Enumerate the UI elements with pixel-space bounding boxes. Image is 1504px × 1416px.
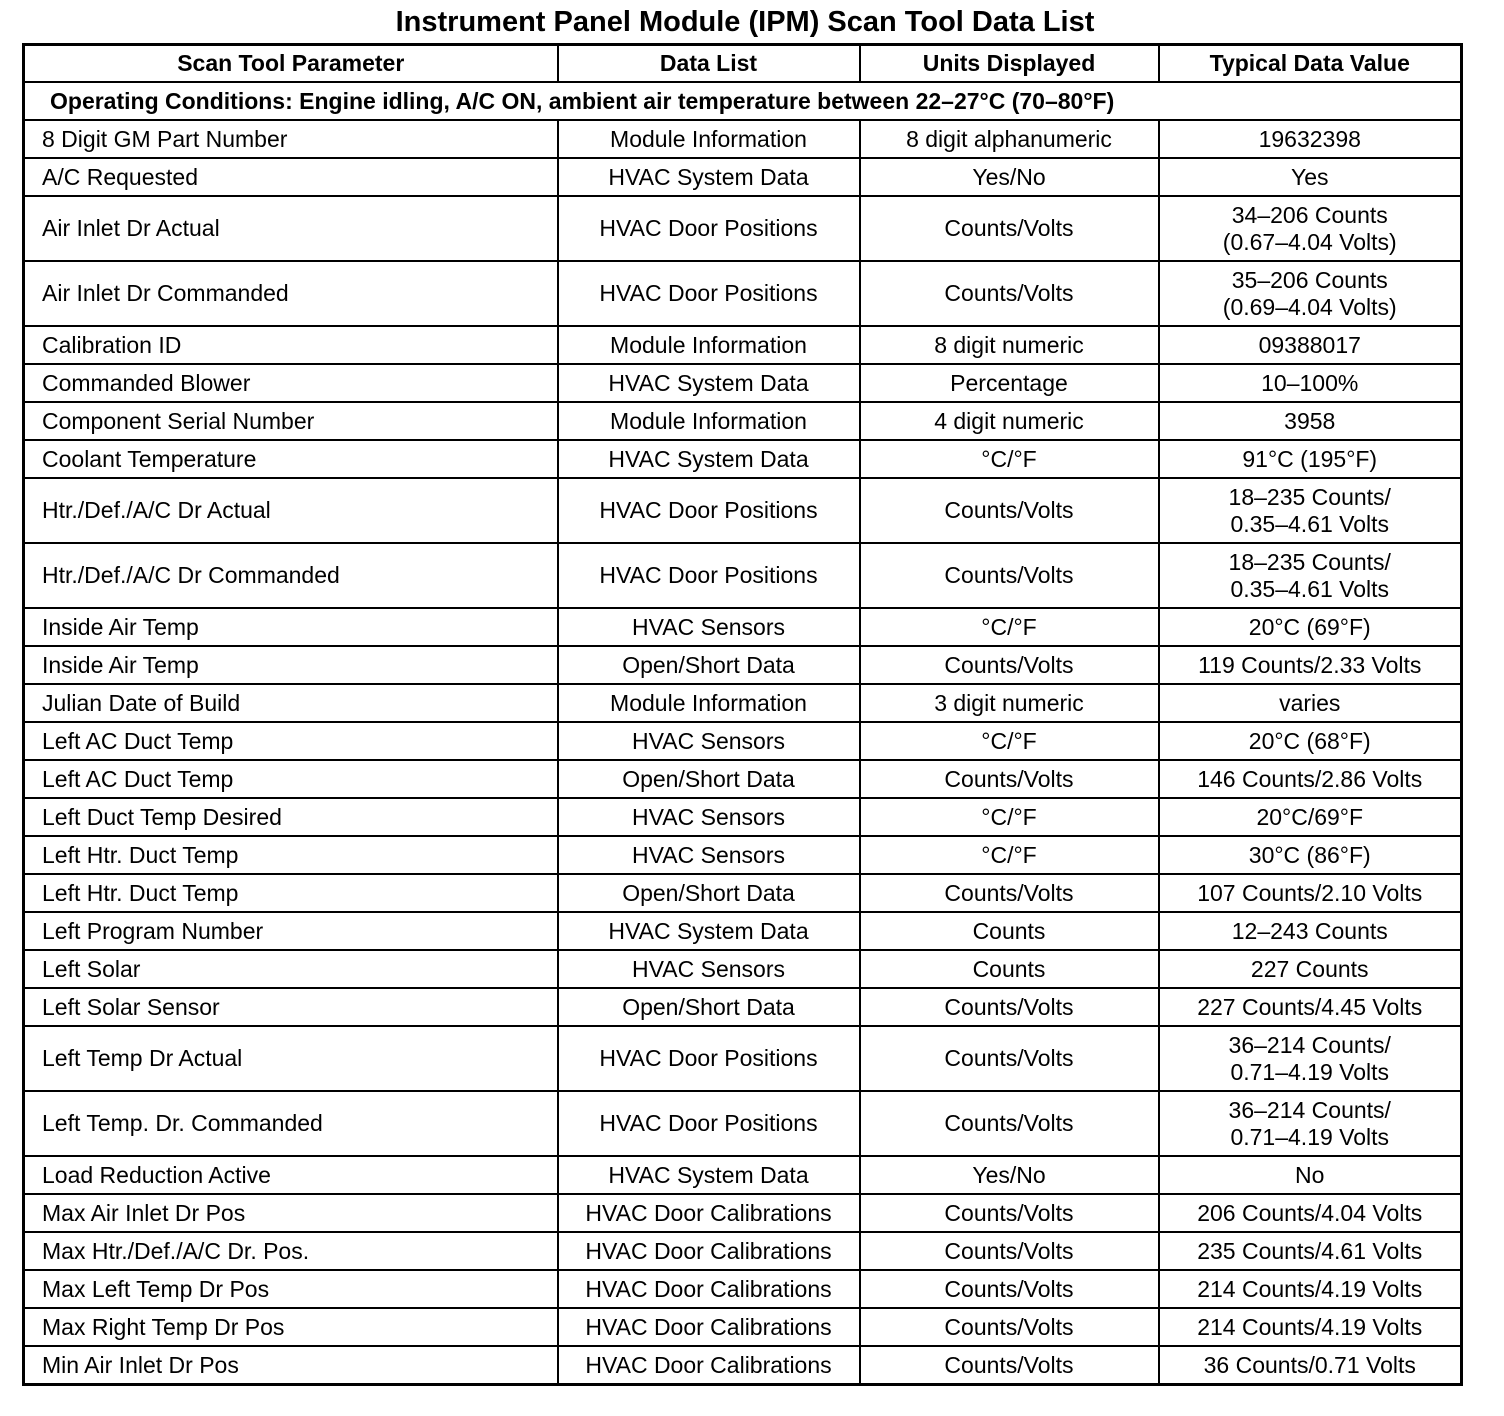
- parameter-cell: Left Htr. Duct Temp: [24, 836, 558, 874]
- column-header-units: Units Displayed: [860, 45, 1159, 83]
- table-body: [24, 82, 1462, 1385]
- units-cell: 8 digit alphanumeric: [860, 120, 1159, 158]
- typical-value-cell: [1159, 440, 1462, 478]
- typical-value-line: 20°C (68°F): [1248, 727, 1371, 754]
- units-cell: °C/°F: [860, 440, 1159, 478]
- typical-value-line: 214 Counts/4.19 Volts: [1197, 1313, 1423, 1340]
- typical-value-line: 20°C (69°F): [1248, 613, 1371, 640]
- table-row: [24, 912, 1462, 950]
- table-row: [24, 158, 1462, 196]
- typical-value-line: Yes: [1290, 163, 1329, 190]
- typical-value-line: (0.67–4.04 Volts): [1222, 228, 1397, 255]
- table-row: [24, 364, 1462, 402]
- typical-value-cell: [1159, 760, 1462, 798]
- typical-value-line: No: [1295, 1161, 1325, 1188]
- parameter-cell: Left AC Duct Temp: [24, 722, 558, 760]
- data-list-cell: HVAC Door Positions: [558, 543, 860, 608]
- units-cell: Counts/Volts: [860, 1194, 1159, 1232]
- typical-value-line: 18–235 Counts/: [1228, 483, 1391, 510]
- typical-value-cell: [1159, 543, 1462, 608]
- parameter-cell: Htr./Def./A/C Dr Commanded: [24, 543, 558, 608]
- typical-value-cell: [1159, 988, 1462, 1026]
- typical-value-line: 36–214 Counts/: [1228, 1096, 1391, 1123]
- table-row: [24, 608, 1462, 646]
- typical-value-cell: [1159, 120, 1462, 158]
- typical-value-cell: [1159, 1156, 1462, 1194]
- parameter-cell: Min Air Inlet Dr Pos: [24, 1346, 558, 1385]
- data-list-cell: Open/Short Data: [558, 760, 860, 798]
- typical-value-line: 146 Counts/2.86 Volts: [1197, 765, 1423, 792]
- data-list-cell: HVAC Door Calibrations: [558, 1232, 860, 1270]
- table-row: [24, 874, 1462, 912]
- units-cell: 8 digit numeric: [860, 326, 1159, 364]
- table-row: [24, 326, 1462, 364]
- data-list-cell: HVAC Door Positions: [558, 478, 860, 543]
- typical-value-cell: [1159, 836, 1462, 874]
- typical-value-line: 0.35–4.61 Volts: [1230, 510, 1390, 537]
- data-list-cell: HVAC System Data: [558, 1156, 860, 1194]
- table-row: [24, 1308, 1462, 1346]
- typical-value-cell: [1159, 1308, 1462, 1346]
- data-list-cell: HVAC Door Calibrations: [558, 1270, 860, 1308]
- units-cell: Counts/Volts: [860, 1346, 1159, 1385]
- typical-value-line: 10–100%: [1261, 369, 1359, 396]
- parameter-cell: Left Solar: [24, 950, 558, 988]
- typical-value-line: 206 Counts/4.04 Volts: [1197, 1199, 1423, 1226]
- data-list-cell: Open/Short Data: [558, 988, 860, 1026]
- parameter-cell: Left Temp Dr Actual: [24, 1026, 558, 1091]
- parameter-cell: A/C Requested: [24, 158, 558, 196]
- data-list-cell: HVAC System Data: [558, 158, 860, 196]
- typical-value-line: 36 Counts/0.71 Volts: [1203, 1351, 1416, 1378]
- parameter-cell: Calibration ID: [24, 326, 558, 364]
- units-cell: Counts/Volts: [860, 261, 1159, 326]
- typical-value-line: 0.71–4.19 Volts: [1230, 1058, 1390, 1085]
- parameter-cell: Max Left Temp Dr Pos: [24, 1270, 558, 1308]
- column-header-parameter: Scan Tool Parameter: [24, 45, 558, 83]
- parameter-cell: Left Duct Temp Desired: [24, 798, 558, 836]
- typical-value-line: 214 Counts/4.19 Volts: [1197, 1275, 1423, 1302]
- table-row: [24, 798, 1462, 836]
- units-cell: Counts/Volts: [860, 543, 1159, 608]
- table-row: [24, 1026, 1462, 1091]
- column-header-typical-value: Typical Data Value: [1159, 45, 1462, 83]
- data-list-cell: HVAC Door Calibrations: [558, 1308, 860, 1346]
- table-row: [24, 120, 1462, 158]
- units-cell: Counts/Volts: [860, 1026, 1159, 1091]
- parameter-cell: Julian Date of Build: [24, 684, 558, 722]
- typical-value-cell: [1159, 646, 1462, 684]
- typical-value-cell: [1159, 684, 1462, 722]
- data-list-cell: HVAC Sensors: [558, 798, 860, 836]
- units-cell: Counts: [860, 950, 1159, 988]
- scan-tool-data-table: [22, 43, 1463, 1386]
- parameter-cell: Left Solar Sensor: [24, 988, 558, 1026]
- parameter-cell: Left AC Duct Temp: [24, 760, 558, 798]
- data-list-cell: HVAC Sensors: [558, 608, 860, 646]
- units-cell: °C/°F: [860, 836, 1159, 874]
- table-row: [24, 950, 1462, 988]
- data-list-cell: Module Information: [558, 684, 860, 722]
- data-list-cell: HVAC Door Positions: [558, 1026, 860, 1091]
- typical-value-line: 35–206 Counts: [1231, 266, 1388, 293]
- typical-value-line: 30°C (86°F): [1248, 841, 1371, 868]
- typical-value-cell: [1159, 798, 1462, 836]
- units-cell: Counts/Volts: [860, 196, 1159, 261]
- units-cell: Percentage: [860, 364, 1159, 402]
- typical-value-line: 34–206 Counts: [1231, 201, 1388, 228]
- parameter-cell: Left Htr. Duct Temp: [24, 874, 558, 912]
- table-row: [24, 1270, 1462, 1308]
- data-list-cell: HVAC Door Positions: [558, 1091, 860, 1156]
- typical-value-line: 12–243 Counts: [1231, 917, 1388, 944]
- typical-value-line: (0.69–4.04 Volts): [1222, 293, 1397, 320]
- units-cell: Yes/No: [860, 158, 1159, 196]
- units-cell: Yes/No: [860, 1156, 1159, 1194]
- data-list-cell: Module Information: [558, 120, 860, 158]
- units-cell: 3 digit numeric: [860, 684, 1159, 722]
- parameter-cell: Max Right Temp Dr Pos: [24, 1308, 558, 1346]
- page-title: Instrument Panel Module (IPM) Scan Tool Data List: [395, 6, 1095, 38]
- parameter-cell: Inside Air Temp: [24, 608, 558, 646]
- data-list-cell: HVAC System Data: [558, 440, 860, 478]
- units-cell: Counts/Volts: [860, 1308, 1159, 1346]
- units-cell: Counts/Volts: [860, 1232, 1159, 1270]
- typical-value-cell: [1159, 478, 1462, 543]
- table-row: [24, 760, 1462, 798]
- units-cell: °C/°F: [860, 798, 1159, 836]
- typical-value-cell: [1159, 402, 1462, 440]
- table-row: [24, 646, 1462, 684]
- data-list-cell: HVAC Sensors: [558, 722, 860, 760]
- table-row: [24, 261, 1462, 326]
- units-cell: Counts/Volts: [860, 1091, 1159, 1156]
- data-list-cell: Open/Short Data: [558, 874, 860, 912]
- table-row: [24, 988, 1462, 1026]
- typical-value-line: 36–214 Counts/: [1228, 1031, 1391, 1058]
- typical-value-line: varies: [1279, 689, 1341, 716]
- table-row: [24, 722, 1462, 760]
- typical-value-cell: [1159, 196, 1462, 261]
- units-cell: Counts/Volts: [860, 478, 1159, 543]
- data-list-cell: HVAC Door Positions: [558, 196, 860, 261]
- typical-value-line: 235 Counts/4.61 Volts: [1197, 1237, 1423, 1264]
- data-list-cell: Module Information: [558, 402, 860, 440]
- table-row: [24, 196, 1462, 261]
- typical-value-cell: [1159, 261, 1462, 326]
- operating-conditions-row: [24, 82, 1462, 120]
- typical-value-cell: [1159, 158, 1462, 196]
- table-row: [24, 1232, 1462, 1270]
- parameter-cell: 8 Digit GM Part Number: [24, 120, 558, 158]
- units-cell: °C/°F: [860, 608, 1159, 646]
- table-row: [24, 1346, 1462, 1385]
- typical-value-cell: [1159, 326, 1462, 364]
- typical-value-line: 19632398: [1258, 125, 1361, 152]
- typical-value-line: 119 Counts/2.33 Volts: [1198, 651, 1422, 678]
- typical-value-cell: [1159, 1232, 1462, 1270]
- data-list-cell: HVAC Sensors: [558, 836, 860, 874]
- parameter-cell: Commanded Blower: [24, 364, 558, 402]
- typical-value-line: 0.71–4.19 Volts: [1230, 1123, 1390, 1150]
- units-cell: Counts/Volts: [860, 988, 1159, 1026]
- data-list-cell: HVAC Door Calibrations: [558, 1346, 860, 1385]
- units-cell: Counts/Volts: [860, 760, 1159, 798]
- table-row: [24, 1194, 1462, 1232]
- parameter-cell: Air Inlet Dr Actual: [24, 196, 558, 261]
- table-row: [24, 1091, 1462, 1156]
- data-list-cell: HVAC System Data: [558, 364, 860, 402]
- typical-value-cell: [1159, 1270, 1462, 1308]
- column-header-data-list: Data List: [558, 45, 860, 83]
- typical-value-line: 09388017: [1258, 331, 1361, 358]
- parameter-cell: Inside Air Temp: [24, 646, 558, 684]
- units-cell: Counts/Volts: [860, 874, 1159, 912]
- typical-value-cell: [1159, 608, 1462, 646]
- typical-value-line: 91°C (195°F): [1242, 445, 1378, 472]
- typical-value-cell: [1159, 722, 1462, 760]
- typical-value-cell: [1159, 874, 1462, 912]
- typical-value-line: 0.35–4.61 Volts: [1230, 575, 1390, 602]
- units-cell: 4 digit numeric: [860, 402, 1159, 440]
- parameter-cell: Air Inlet Dr Commanded: [24, 261, 558, 326]
- typical-value-cell: [1159, 1194, 1462, 1232]
- data-list-cell: Open/Short Data: [558, 646, 860, 684]
- typical-value-cell: [1159, 1026, 1462, 1091]
- typical-value-line: 227 Counts: [1250, 955, 1369, 982]
- parameter-cell: Max Htr./Def./A/C Dr. Pos.: [24, 1232, 558, 1270]
- parameter-cell: Component Serial Number: [24, 402, 558, 440]
- table-row: [24, 543, 1462, 608]
- data-list-cell: HVAC Door Positions: [558, 261, 860, 326]
- units-cell: Counts/Volts: [860, 646, 1159, 684]
- typical-value-cell: [1159, 1091, 1462, 1156]
- units-cell: °C/°F: [860, 722, 1159, 760]
- typical-value-cell: [1159, 950, 1462, 988]
- data-list-cell: HVAC System Data: [558, 912, 860, 950]
- typical-value-cell: [1159, 912, 1462, 950]
- table-row: [24, 836, 1462, 874]
- table-row: [24, 1156, 1462, 1194]
- table-row: [24, 684, 1462, 722]
- typical-value-cell: [1159, 364, 1462, 402]
- parameter-cell: Left Program Number: [24, 912, 558, 950]
- typical-value-line: 20°C/69°F: [1256, 803, 1364, 830]
- units-cell: Counts: [860, 912, 1159, 950]
- data-list-cell: HVAC Door Calibrations: [558, 1194, 860, 1232]
- parameter-cell: Left Temp. Dr. Commanded: [24, 1091, 558, 1156]
- table-row: [24, 402, 1462, 440]
- table-row: [24, 440, 1462, 478]
- parameter-cell: Htr./Def./A/C Dr Actual: [24, 478, 558, 543]
- typical-value-line: 107 Counts/2.10 Volts: [1197, 879, 1423, 906]
- units-cell: Counts/Volts: [860, 1270, 1159, 1308]
- typical-value-line: 18–235 Counts/: [1228, 548, 1391, 575]
- header-row: [24, 45, 1462, 83]
- typical-value-cell: [1159, 1346, 1462, 1385]
- parameter-cell: Coolant Temperature: [24, 440, 558, 478]
- data-list-cell: HVAC Sensors: [558, 950, 860, 988]
- typical-value-line: 227 Counts/4.45 Volts: [1197, 993, 1423, 1020]
- parameter-cell: Load Reduction Active: [24, 1156, 558, 1194]
- data-list-cell: Module Information: [558, 326, 860, 364]
- table-row: [24, 478, 1462, 543]
- typical-value-line: 3958: [1284, 407, 1336, 434]
- parameter-cell: Max Air Inlet Dr Pos: [24, 1194, 558, 1232]
- operating-conditions: Operating Conditions: Engine idling, A/C ON, ambient air temperature between 22–27°C (70–80°F): [24, 82, 1462, 120]
